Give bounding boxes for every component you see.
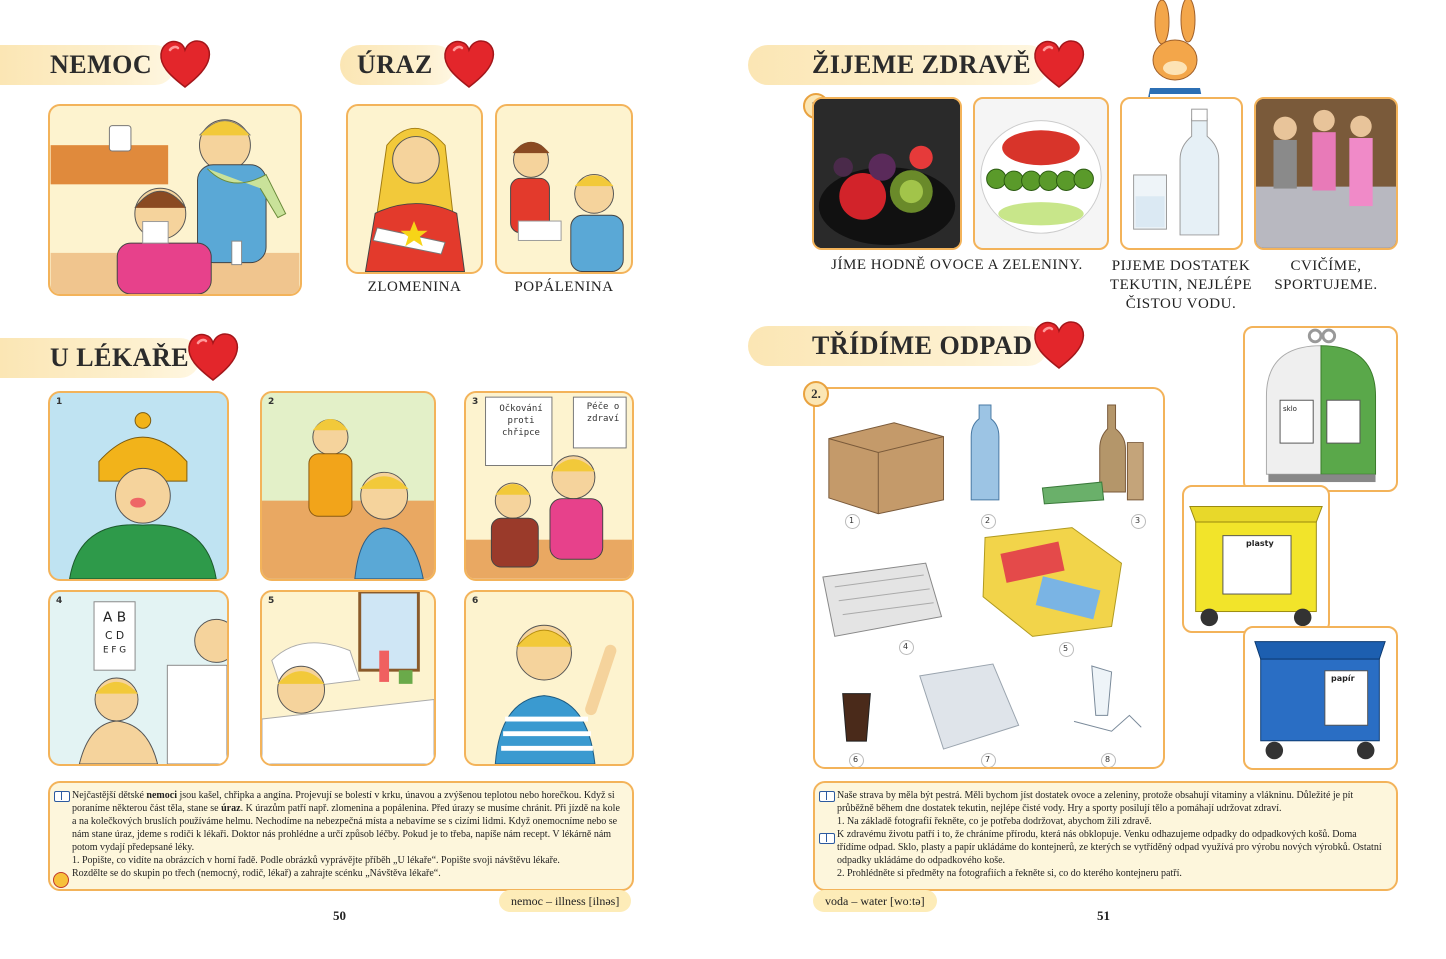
burn-illustration xyxy=(495,104,633,274)
story-number: 4 xyxy=(56,596,63,606)
right-text-box xyxy=(813,781,1398,891)
paper-container-photo xyxy=(1243,626,1398,770)
story-panel-5 xyxy=(260,590,436,766)
paper-container-label: papír xyxy=(1331,674,1355,683)
waste-number: 3 xyxy=(1135,516,1141,525)
caption-water: PIJEME DOSTATEK TEKUTIN, NEJLÉPE ČISTOU VODU. xyxy=(1109,258,1253,312)
svg-text:E F G: E F G xyxy=(103,645,127,656)
u-lekare-title: U LÉKAŘE xyxy=(50,343,190,372)
book-icon xyxy=(54,791,70,802)
caption-fracture: ZLOMENINA xyxy=(367,279,462,295)
poster-vaccination: Očkování proti chřipce xyxy=(499,404,543,438)
glass-container-photo xyxy=(1243,326,1398,492)
photo-vegetables xyxy=(973,97,1109,250)
vocab-right: voda – water [woːtə] xyxy=(813,890,937,912)
photo-sport xyxy=(1254,97,1398,250)
left-text-box xyxy=(48,781,634,891)
waste-number: 8 xyxy=(1105,755,1111,764)
waste-number: 5 xyxy=(1063,644,1069,653)
book-icon xyxy=(819,791,835,802)
fracture-illustration xyxy=(346,104,483,274)
zijeme-title: ŽIJEME ZDRAVĚ xyxy=(812,50,1032,79)
story-panel-6 xyxy=(464,590,634,766)
left-task-1: 1. Popište, co vidíte na obrázcích v horní řadě. Podle obrázků vyprávějte příběh „U lékaře“. Popište svoji návštěvu lékaře. xyxy=(72,855,560,866)
page-number-right: 51 xyxy=(1097,908,1110,923)
waste-number: 1 xyxy=(849,516,855,525)
story-number: 1 xyxy=(56,397,63,407)
photo-water xyxy=(1120,97,1243,250)
story-panel-2 xyxy=(260,391,436,581)
caption-sport: CVIČÍME, SPORTUJEME. xyxy=(1274,258,1378,293)
left-task-2: Rozdělte se do skupin po třech (nemocný, rodič, lékař) a zahrajte scénku „Návštěva lékaře“. xyxy=(72,868,441,879)
group-activity-icon xyxy=(53,872,69,888)
svg-text:C D: C D xyxy=(104,628,125,642)
book-icon xyxy=(819,833,835,844)
heart-icon xyxy=(1032,319,1086,371)
caption-burn: POPÁLENINA xyxy=(514,279,614,295)
photo-fruit xyxy=(812,97,962,250)
exercise-2-badge: 2. xyxy=(803,381,829,407)
plastic-container-label: plasty xyxy=(1246,539,1274,548)
vocab-left: nemoc – illness [ilnəs] xyxy=(499,890,631,912)
uraz-title: ÚRAZ xyxy=(357,50,433,79)
heart-icon xyxy=(158,38,212,90)
right-paragraph-1: Naše strava by měla být pestrá. Měli bychom jíst dostatek ovoce a zeleniny, protože obsahují vitaminy a vlákninu. Důležité je pít průběžně během dne dostatek tekutin, nejlépe čisté vody. Hry a sporty posilují tělo a pomáhají udržovat zdraví. xyxy=(837,790,1354,814)
story-panel-1 xyxy=(48,391,229,581)
waste-number: 2 xyxy=(985,516,991,525)
waste-number: 6 xyxy=(853,755,859,764)
poster-health-care: Péče o zdraví xyxy=(586,402,620,424)
glass-container-label: sklo xyxy=(1283,405,1297,413)
caption-fruit-vegetables: JÍME HODNĚ OVOCE A ZELENINY. xyxy=(831,257,1083,273)
tridime-title: TŘÍDÍME ODPAD xyxy=(812,331,1033,360)
story-panel-3 xyxy=(464,391,634,581)
heart-icon xyxy=(442,38,496,90)
plastic-container-photo xyxy=(1182,485,1330,633)
waste-number: 4 xyxy=(903,642,909,651)
svg-text:A B: A B xyxy=(103,609,127,626)
story-panel-4 xyxy=(48,590,229,766)
story-number: 6 xyxy=(472,596,479,606)
story-number: 2 xyxy=(268,397,275,407)
heart-icon xyxy=(186,331,240,383)
page-number-left: 50 xyxy=(333,908,346,923)
right-paragraph-2: K zdravému životu patří i to, že chráníme přírodu, která nás obklopuje. Venku odhazujeme odpadky do odpadkových košů. Doma třídíme odpad. Sklo, plasty a papír ukládáme do kontejnerů, ze kterých se vytříděný odpad využívá pro výrobu nových výrobků. Ostatní odpadky ukládáme do odpadkového koše. xyxy=(837,829,1382,866)
waste-items-panel xyxy=(813,387,1165,769)
rabbit-mascot-icon xyxy=(1142,0,1210,108)
right-task-1: 1. Na základě fotografií řekněte, co je potřeba dodržovat, abychom žili zdravě. xyxy=(837,816,1152,827)
heart-icon xyxy=(1032,38,1086,90)
left-paragraph: Nejčastější dětské nemoci jsou kašel, chřipka a angína. Projevují se bolestí v krku, únavou a zvýšenou teplotou nebo horečkou. Když si poraníme některou část těla, stane se úraz. K úrazům patří např. zlomenina a popálenina. Před úrazy se musíme chránit. Při jízdě na kole a na kolečkových bruslích používáme helmu. Nechodíme na nebezpečná místa a nebavíme se s cizími lidmi. Když onemocníme nebo se nám stane úraz, jdeme s rodiči k lékaři. Doktor nás prohlédne a určí způsob léčby. Pokud je to třeba, napíše nám recept. V lékárně nám potom vydají předepsané léky. xyxy=(72,790,620,853)
waste-number: 7 xyxy=(985,755,991,764)
right-task-2: 2. Prohlédněte si předměty na fotografiích a řekněte si, co do kterého kontejneru patří. xyxy=(837,868,1182,879)
story-number: 3 xyxy=(472,397,479,407)
story-number: 5 xyxy=(268,596,275,606)
nemoc-title: NEMOC xyxy=(50,50,153,79)
illness-illustration xyxy=(48,104,302,296)
